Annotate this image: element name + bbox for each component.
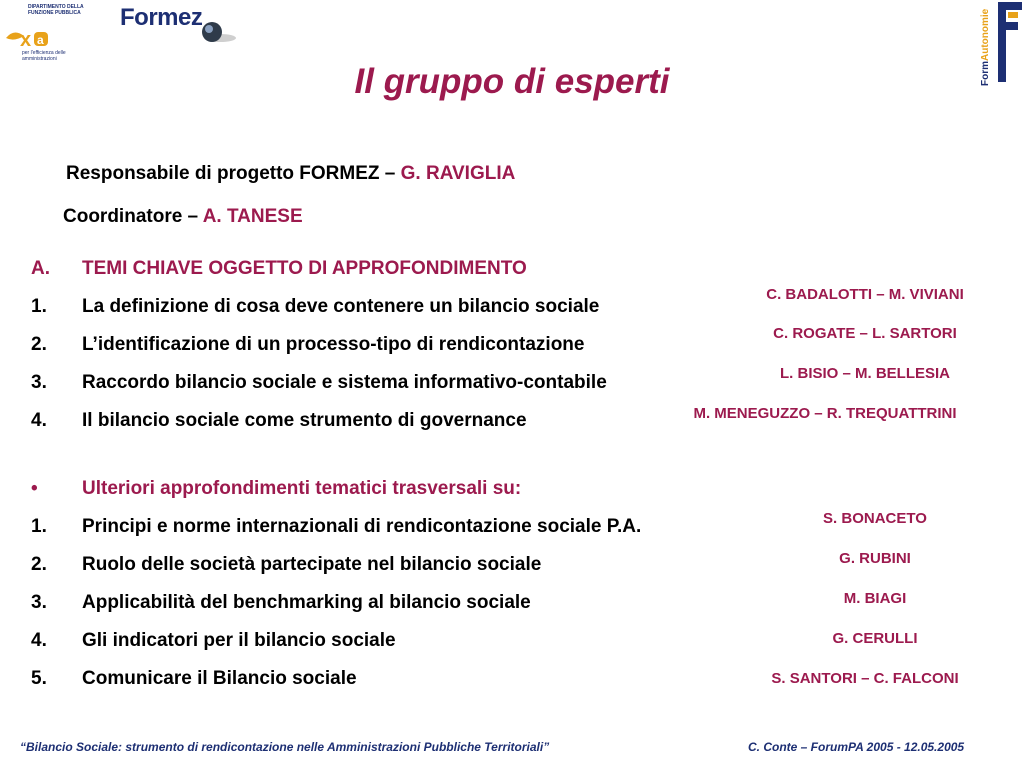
footer-citation: “Bilancio Sociale: strumento di rendicontazione nelle Amministrazioni Pubbliche Territoriali” [20,740,550,754]
expert-name: C. ROGATE – L. SARTORI [773,325,957,342]
item-text: La definizione di cosa deve contenere un bilancio sociale [82,296,600,317]
page-title: Il gruppo di esperti [354,62,670,101]
formautonomie-autonomie-text: Autonomie [980,8,991,61]
section-a-marker: A. [31,258,50,279]
expert-name: M. MENEGUZZO – R. TREQUATTRINI [693,405,957,422]
svg-text:x: x [20,29,32,51]
coordinatore-label: Coordinatore – [63,206,203,227]
item-text: Gli indicatori per il bilancio sociale [82,630,396,651]
item-number: 4. [31,630,47,651]
item-text: Il bilancio sociale come strumento di governance [82,410,527,431]
item-number: 1. [31,516,47,537]
formautonomie-form-text: Form [980,61,991,86]
svg-text:a: a [37,33,44,47]
section-b-bullet: • [31,478,38,499]
expert-name: S. BONACETO [823,510,927,527]
formez-logo-text: Formez [120,4,203,31]
item-number: 2. [31,554,47,575]
item-text: Comunicare il Bilancio sociale [82,668,357,689]
section-b-heading-row [0,478,1024,502]
coordinatore-name: A. TANESE [202,206,303,227]
coordinatore-line [63,206,303,228]
globe-icon [198,6,238,46]
item-number: 1. [31,296,47,317]
item-number: 3. [31,372,47,393]
formez-logo [120,4,235,44]
funzione-pubblica-logo [2,2,90,64]
section-a-heading: TEMI CHIAVE OGGETTO DI APPROFONDIMENTO [82,258,527,279]
section-b-heading: Ulteriori approfondimenti tematici trasversali su: [82,478,522,499]
expert-name: M. BIAGI [843,590,907,607]
item-text: L’identificazione di un processo-tipo di rendicontazione [82,334,585,355]
item-text: Raccordo bilancio sociale e sistema informativo-contabile [82,372,607,393]
responsabile-label: Responsabile di progetto FORMEZ – [66,163,401,184]
item-text: Principi e norme internazionali di rendicontazione sociale P.A. [82,516,642,537]
item-number: 5. [31,668,47,689]
expert-name: G. RUBINI [839,550,911,567]
item-text: Ruolo delle società partecipate nel bilancio sociale [82,554,542,575]
logo-dfp-subtitle: per l'efficienza delle amministrazioni [22,50,66,62]
responsabile-name: G. RAVIGLIA [400,163,516,184]
expert-name: G. CERULLI [832,630,918,647]
item-text: Applicabilità del benchmarking al bilancio sociale [82,592,531,613]
item-number: 4. [31,410,47,431]
item-number: 2. [31,334,47,355]
footer-author-date: C. Conte – ForumPA 2005 - 12.05.2005 [748,740,965,754]
expert-name: C. BADALOTTI – M. VIVIANI [766,286,964,303]
responsabile-line [66,163,515,185]
expert-name: S. SANTORI – C. FALCONI [771,670,959,687]
section-a-heading-row [0,258,1024,282]
expert-name: L. BISIO – M. BELLESIA [779,365,951,382]
item-number: 3. [31,592,47,613]
logo-dfp-title: DIPARTIMENTO DELLA FUNZIONE PUBBLICA [28,4,84,16]
